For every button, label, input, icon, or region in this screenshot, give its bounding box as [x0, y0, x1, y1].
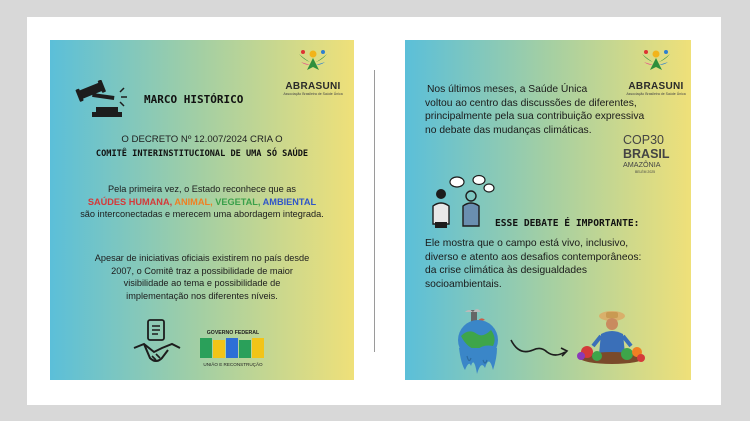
melting-earth-icon — [447, 308, 509, 378]
abrasuni-logo — [280, 48, 346, 96]
logo-tagline: Associação Brasileira de Saúde Única — [626, 92, 686, 96]
ambiental-word: AMBIENTAL — [262, 196, 317, 207]
logo-wordmark: ABRASUNI — [628, 81, 684, 92]
divider-line — [374, 70, 375, 352]
debate-title: ESSE DEBATE É IMPORTANTE: — [495, 218, 640, 229]
humana-word: HUMANA — [128, 196, 170, 207]
panel-title: MARCO HISTÓRICO — [144, 93, 244, 106]
logo-wordmark: ABRASUNI — [285, 81, 341, 92]
paragraph-line: Pela primeira vez, o Estado reconhece que as — [108, 184, 296, 194]
paragraph-line: Ele mostra que o campo está vivo, inclusivo, — [425, 238, 629, 249]
svg-text:COP30: COP30 — [623, 133, 664, 147]
svg-text:BRASIL: BRASIL — [623, 147, 670, 161]
paragraph-line: da crise climática às desigualdades — [425, 265, 587, 276]
abrasuni-emblem-icon — [296, 48, 330, 76]
paragraph-line: Apesar de iniciativas oficiais existirem no país desde — [94, 253, 310, 263]
paragraph-line: Nos últimos meses, a Saúde Única — [427, 84, 588, 95]
cop30-logo — [621, 132, 677, 176]
decree-line: O DECRETO Nº 12.007/2024 CRIA O — [121, 134, 283, 145]
paragraph-recognition — [50, 183, 354, 221]
vegetal-word: VEGETAL — [215, 196, 258, 207]
svg-text:UNIÃO E RECONSTRUÇÃO: UNIÃO E RECONSTRUÇÃO — [203, 362, 263, 367]
governo-federal-logo — [198, 328, 268, 370]
paragraph-line: principalmente pela sua contribuição expressiva — [425, 111, 645, 122]
curved-arrow-icon — [507, 332, 571, 360]
saudes-line — [50, 196, 354, 209]
separator: , — [210, 196, 216, 207]
farmer-harvest-icon — [575, 306, 649, 366]
saudes-word: SAÚDES — [87, 196, 127, 207]
svg-text:AMAZÔNIA: AMAZÔNIA — [623, 160, 661, 169]
paragraph-line: socioambientais. — [425, 278, 502, 290]
left-panel — [50, 40, 354, 380]
logo-tagline: Associação Brasileira de Saúde Única — [283, 92, 343, 96]
abrasuni-emblem-icon — [639, 48, 673, 76]
svg-text:GOVERNO FEDERAL: GOVERNO FEDERAL — [206, 330, 260, 336]
paragraph-line: são interconectadas e merecem uma abordagem integrada. — [80, 209, 324, 219]
separator: , — [257, 196, 263, 207]
debate-paragraph — [425, 237, 641, 291]
svg-text:BELÉM 2025: BELÉM 2025 — [635, 170, 655, 174]
paragraph-history — [50, 252, 354, 302]
paragraph-line: voltou ao centro das discussões de diferentes, — [425, 97, 637, 109]
paragraph-line: 2007, o Comitê traz a possibilidade de maior — [111, 265, 293, 276]
gavel-icon — [74, 80, 130, 120]
paragraph-line: implementação nos diferentes níveis. — [126, 290, 278, 301]
paragraph-line: visibilidade ao tema e possibilidade de — [123, 278, 281, 288]
paragraph-line: diverso e atento aos desafios contemporâneos: — [425, 251, 642, 263]
agreement-handshake-icon — [132, 318, 182, 370]
people-talking-icon — [423, 174, 499, 230]
animal-word: ANIMAL — [174, 196, 211, 207]
right-panel — [405, 40, 691, 380]
separator: , — [169, 196, 175, 207]
committee-name: COMITÊ INTERINSTITUCIONAL DE UMA SÓ SAÚDE — [95, 149, 309, 159]
paragraph-line: no debate das mudanças climáticas. — [425, 124, 592, 136]
intro-paragraph — [425, 83, 644, 137]
